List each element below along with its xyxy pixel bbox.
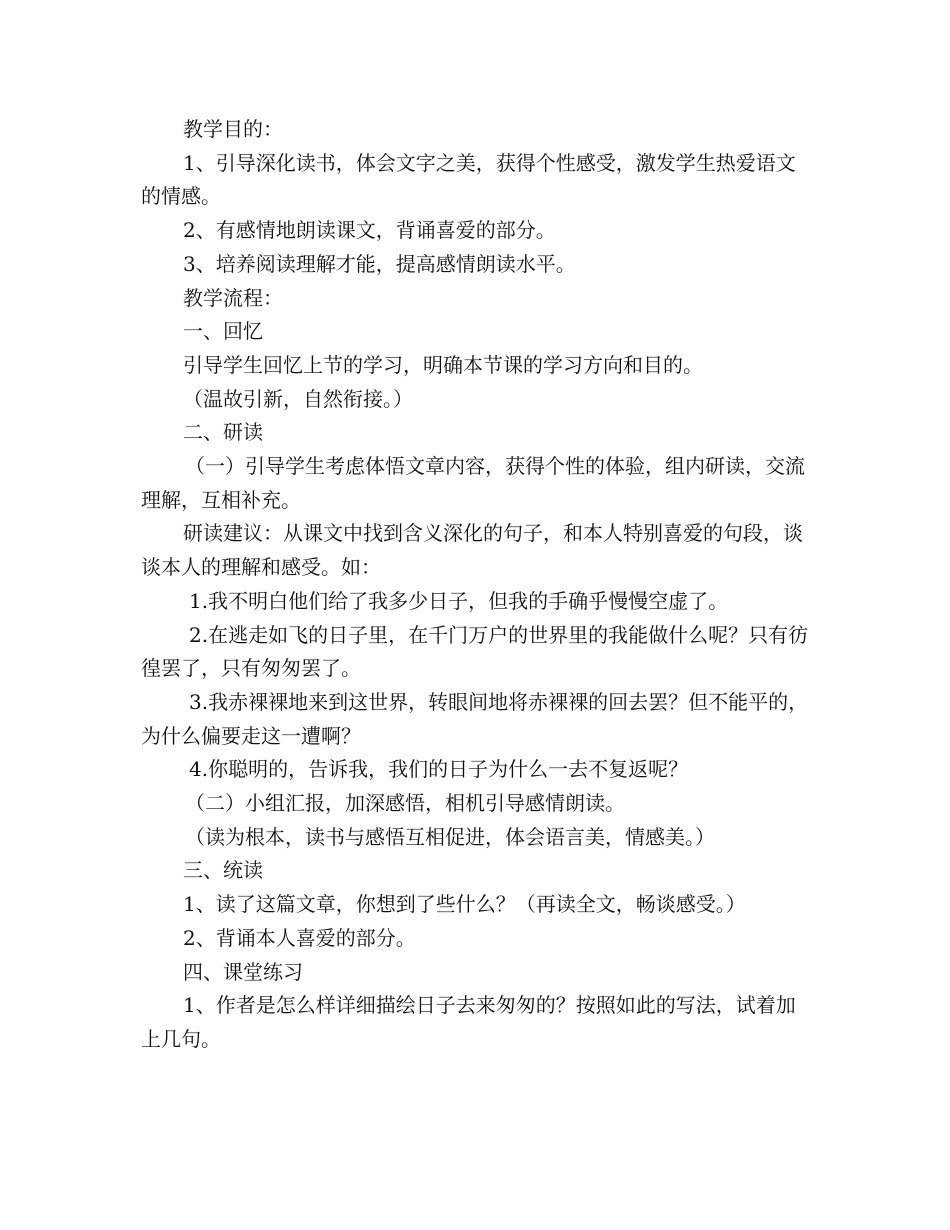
body-paragraph: 引导学生回忆上节的学习，明确本节课的学习方向和目的。	[183, 352, 703, 377]
section-heading-process: 教学流程：	[183, 285, 283, 310]
body-paragraph: 1、作者是怎么样详细描绘日子去来匆匆的？按照如此的写法，试着加上几句。	[141, 993, 796, 1051]
step-heading-study: 二、研读	[183, 420, 263, 445]
body-paragraph: 研读建议：从课文中找到含义深化的句子，和本人特别喜爱的句段，谈谈本人的理解和感受。如：	[141, 521, 803, 580]
objective-item: 1、引导深化读书，体会文字之美，获得个性感受，激发学生热爱语文的情感。	[141, 150, 796, 209]
section-heading-objectives: 教学目的：	[183, 117, 283, 141]
quoted-sentence: 1.我不明白他们给了我多少日子，但我的手确乎慢慢空虚了。	[189, 588, 729, 613]
objective-item: 2、有感情地朗读课文，背诵喜爱的部分。	[183, 218, 556, 243]
quoted-sentence: 2.在逃走如飞的日子里，在千门万户的世界里的我能做什么呢？只有彷徨罢了，只有匆匆罢了。	[141, 622, 809, 681]
objective-item: 3、培养阅读理解才能，提高感情朗读水平。	[183, 251, 576, 276]
step-heading-recall: 一、回忆	[183, 319, 263, 344]
step-heading-exercise: 四、课堂练习	[183, 959, 303, 984]
body-paragraph-note: （温故引新，自然衔接。）	[183, 386, 413, 411]
step-heading-overall-reading: 三、统读	[183, 858, 263, 883]
quoted-sentence: 4.你聪明的，告诉我，我们的日子为什么一去不复返呢？	[189, 757, 689, 782]
body-paragraph-note: （读为根本，读书与感悟互相促进，体会语言美，情感美。）	[185, 824, 715, 849]
document-body	[141, 113, 813, 1057]
sub-step-paragraph: （一）引导学生考虑体悟文章内容，获得个性的体验，组内研读，交流理解，互相补充。	[141, 454, 805, 512]
sub-step-paragraph: （二）小组汇报，加深感悟，相机引导感情朗读。	[185, 791, 625, 816]
body-paragraph: 2、背诵本人喜爱的部分。	[183, 925, 416, 950]
body-paragraph: 1、读了这篇文章，你想到了些什么？（再读全文，畅谈感受。）	[183, 892, 746, 917]
quoted-sentence: 3.我赤裸裸地来到这世界，转眼间地将赤裸裸的回去罢？但不能平的，为什么偏要走这一遭啊？	[141, 689, 809, 748]
